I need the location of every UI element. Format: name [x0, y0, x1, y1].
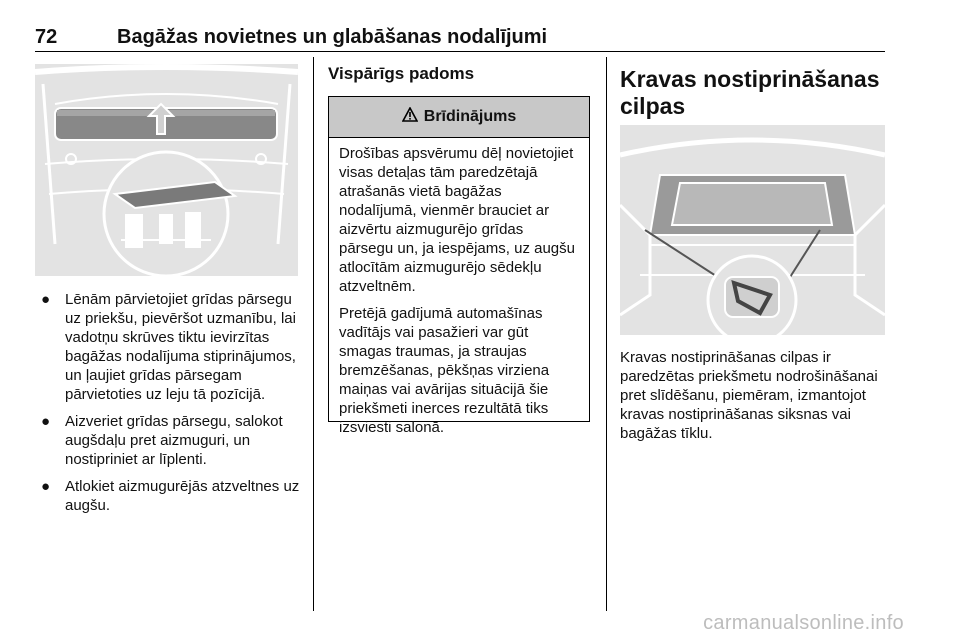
column-divider-right [606, 57, 607, 611]
section-title-lashing-eyes: Kravas nostiprināšanas cilpas [620, 66, 880, 119]
bullet-icon: ● [41, 478, 51, 495]
list-item: ● Atlokiet aizmugurējās atzveltnes uz augšu. [41, 478, 300, 514]
bullet-icon: ● [41, 413, 51, 430]
page-title: Bagāžas novietnes un glabāšanas nodalījumi [117, 26, 548, 48]
header-divider [35, 51, 885, 52]
column-divider-left [313, 57, 314, 611]
section-title-general-advice: Vispārīgs padoms [328, 64, 475, 83]
list-item: ● Lēnām pārvietojiet grīdas pārsegu uz priekšu, pievēršot uzmanību, lai vadotņu skrūves tiktu ievirzītas bagāžas nodalījuma stiprinājumos, un ļaujiet grīdas pārsegam pārvietoties uz leju tā pozīcijā. [41, 291, 296, 403]
page-number: 72 [35, 26, 58, 48]
warning-paragraph: Pretējā gadījumā automašīnas vadītājs vai pasažieri var gūt smagas traumas, ja straujas bremzēšanas, pēkšņas virziena maiņas vai avārijas situācijā šie priekšmeti inerces rezultātā tiks izsviesti salonā. [339, 305, 550, 436]
warning-paragraph: Drošības apsvērumu dēļ novietojiet visas detaļas tām paredzētajā atrašanās vietā bagāžas nodalījumā, vienmēr brauciet ar aizvērtu aizmugurējo grīdas pārsegu un, ja iespējams, uz augšu atlocītām aizmugurējo sēdekļu atzveltnēm. [339, 145, 575, 295]
list-item: ● Aizveriet grīdas pārsegu, salokot augšdaļu pret aizmuguri, un nostipriniet ar līplenti. [41, 413, 283, 468]
warning-triangle-icon [402, 107, 418, 127]
trunk-floor-cover-illustration [35, 64, 298, 276]
watermark: carmanualsonline.info [703, 612, 904, 634]
bullet-icon: ● [41, 291, 51, 308]
warning-box [328, 96, 590, 436]
lashing-eye-illustration [620, 125, 885, 335]
instruction-list [35, 290, 301, 523]
page-header [35, 26, 885, 50]
warning-header [329, 97, 589, 138]
warning-title: Brīdinājums [423, 108, 517, 125]
warning-body [329, 138, 589, 437]
lashing-eye-description: Kravas nostiprināšanas cilpas ir paredzētas priekšmetu nodrošināšanai pret slīdēšanu, piemēram, izmantojot kravas nostiprināšanas siksnas vai bagāžas tīklu. [620, 349, 878, 442]
